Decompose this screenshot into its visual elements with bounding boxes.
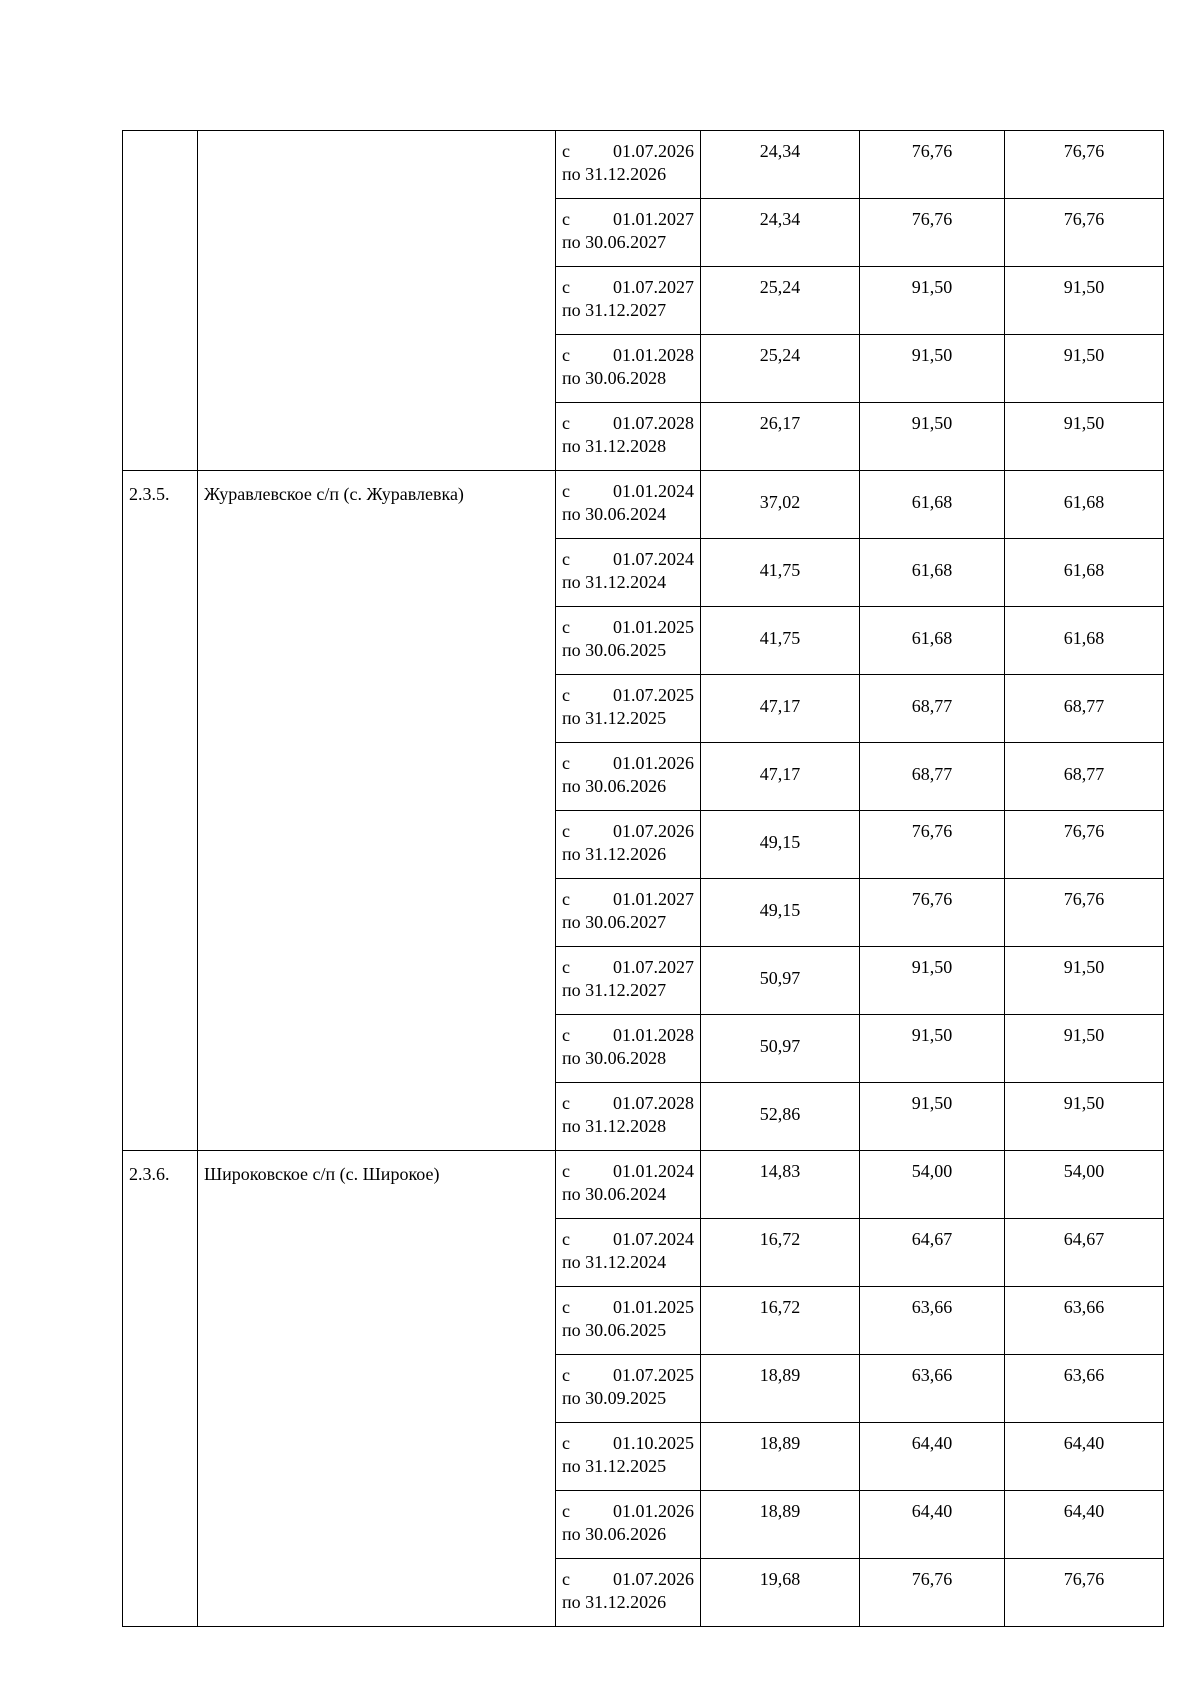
period-to-date: по 30.06.2024 [562, 504, 667, 524]
period-from-prefix: с [562, 481, 570, 501]
tariff-value: 18,89 [759, 1501, 801, 1521]
period-from-prefix: с [562, 345, 570, 365]
value-cell-2 [860, 1355, 1005, 1423]
period-from-date: 01.07.2027 [613, 957, 694, 977]
period-to-date: по 31.12.2026 [562, 844, 667, 864]
tariff-value: 26,17 [759, 413, 801, 433]
period-from-date: 01.07.2026 [613, 821, 694, 841]
tariff-value: 68,77 [911, 696, 953, 716]
tariff-value: 76,76 [911, 821, 953, 841]
tariff-value: 19,68 [759, 1569, 801, 1589]
period-to-date: по 31.12.2027 [562, 980, 667, 1000]
tariff-value: 76,76 [1063, 1569, 1105, 1589]
tariff-value: 61,68 [911, 492, 953, 512]
period-from-prefix: с [562, 141, 570, 161]
tariff-value: 91,50 [1063, 957, 1105, 977]
period-cell [556, 1219, 701, 1287]
tariff-value: 91,50 [911, 345, 953, 365]
period-from-date: 01.07.2025 [613, 1365, 694, 1385]
tariff-value: 76,76 [1063, 141, 1105, 161]
group-number-cell [123, 131, 198, 471]
tariff-value: 16,72 [759, 1229, 801, 1249]
tariff-value: 52,86 [759, 1104, 801, 1124]
tariff-value: 64,40 [911, 1501, 953, 1521]
value-cell-2 [860, 1219, 1005, 1287]
period-to-date: по 31.12.2024 [562, 572, 667, 592]
period-from-line [562, 1500, 694, 1523]
value-cell-3 [1005, 1559, 1164, 1627]
value-cell-1 [701, 1015, 860, 1083]
value-cell-2 [860, 267, 1005, 335]
tariff-value: 63,66 [911, 1365, 953, 1385]
value-cell-2 [860, 1083, 1005, 1151]
table-row [123, 131, 1164, 199]
value-cell-1 [701, 267, 860, 335]
period-to-date: по 30.06.2026 [562, 1524, 667, 1544]
value-cell-2 [860, 743, 1005, 811]
period-from-date: 01.01.2028 [613, 1025, 694, 1045]
period-cell [556, 1083, 701, 1151]
period-cell [556, 471, 701, 539]
value-cell-3 [1005, 1423, 1164, 1491]
value-cell-3 [1005, 1491, 1164, 1559]
value-cell-3 [1005, 879, 1164, 947]
value-cell-1 [701, 1219, 860, 1287]
tariff-value: 61,68 [1063, 560, 1105, 580]
tariff-value: 68,77 [1063, 696, 1105, 716]
value-cell-1 [701, 131, 860, 199]
period-from-line [562, 1024, 694, 1047]
tariff-value: 91,50 [911, 277, 953, 297]
period-from-date: 01.01.2025 [613, 617, 694, 637]
period-from-date: 01.01.2026 [613, 1501, 694, 1521]
group-number: 2.3.5. [129, 484, 170, 504]
value-cell-1 [701, 1287, 860, 1355]
tariff-value: 91,50 [1063, 277, 1105, 297]
value-cell-3 [1005, 335, 1164, 403]
period-from-date: 01.01.2024 [613, 1161, 694, 1181]
tariff-value: 91,50 [911, 1093, 953, 1113]
tariff-value: 61,68 [911, 628, 953, 648]
value-cell-3 [1005, 199, 1164, 267]
tariff-value: 91,50 [1063, 345, 1105, 365]
period-from-line [562, 956, 694, 979]
value-cell-1 [701, 471, 860, 539]
period-from-prefix: с [562, 753, 570, 773]
tariff-value: 18,89 [759, 1365, 801, 1385]
period-to-date: по 31.12.2028 [562, 436, 667, 456]
period-from-date: 01.01.2026 [613, 753, 694, 773]
value-cell-3 [1005, 1015, 1164, 1083]
value-cell-2 [860, 879, 1005, 947]
value-cell-2 [860, 403, 1005, 471]
period-to-date: по 30.06.2027 [562, 232, 667, 252]
period-from-prefix: с [562, 1297, 570, 1317]
tariff-value: 64,67 [911, 1229, 953, 1249]
period-from-prefix: с [562, 277, 570, 297]
tariff-value: 41,75 [759, 560, 801, 580]
period-from-line [562, 412, 694, 435]
value-cell-3 [1005, 675, 1164, 743]
tariff-value: 37,02 [759, 492, 801, 512]
period-from-prefix: с [562, 617, 570, 637]
value-cell-2 [860, 1287, 1005, 1355]
tariff-value: 63,66 [911, 1297, 953, 1317]
period-from-date: 01.07.2028 [613, 413, 694, 433]
value-cell-1 [701, 1151, 860, 1219]
value-cell-1 [701, 1559, 860, 1627]
value-cell-2 [860, 675, 1005, 743]
period-from-prefix: с [562, 889, 570, 909]
period-to-date: по 30.06.2028 [562, 1048, 667, 1068]
value-cell-3 [1005, 539, 1164, 607]
tariff-value: 91,50 [911, 1025, 953, 1045]
tariff-value: 91,50 [1063, 1093, 1105, 1113]
tariff-value: 61,68 [911, 560, 953, 580]
group-number: 2.3.6. [129, 1164, 170, 1184]
period-cell [556, 539, 701, 607]
period-cell [556, 267, 701, 335]
value-cell-2 [860, 471, 1005, 539]
tariff-value: 24,34 [759, 209, 801, 229]
period-cell [556, 131, 701, 199]
tariff-value: 91,50 [1063, 1025, 1105, 1045]
tariff-value: 25,24 [759, 345, 801, 365]
value-cell-3 [1005, 1151, 1164, 1219]
tariff-value: 76,76 [1063, 209, 1105, 229]
value-cell-2 [860, 607, 1005, 675]
period-from-line [562, 140, 694, 163]
period-from-line [562, 752, 694, 775]
period-from-line [562, 208, 694, 231]
period-from-prefix: с [562, 1501, 570, 1521]
period-cell [556, 607, 701, 675]
value-cell-2 [860, 1423, 1005, 1491]
period-from-date: 01.07.2024 [613, 549, 694, 569]
group-name-cell [198, 1151, 556, 1627]
group-name: Широковское с/п (с. Широкое) [204, 1164, 440, 1184]
value-cell-3 [1005, 1219, 1164, 1287]
period-to-date: по 30.06.2025 [562, 640, 667, 660]
period-to-date: по 30.06.2025 [562, 1320, 667, 1340]
period-to-date: по 31.12.2024 [562, 1252, 667, 1272]
tariff-value: 76,76 [911, 141, 953, 161]
value-cell-3 [1005, 947, 1164, 1015]
tariff-value: 50,97 [759, 1036, 801, 1056]
period-cell [556, 1151, 701, 1219]
tariff-value: 61,68 [1063, 628, 1105, 648]
value-cell-3 [1005, 607, 1164, 675]
tariff-table-body [123, 131, 1164, 1627]
period-from-date: 01.01.2027 [613, 889, 694, 909]
period-cell [556, 335, 701, 403]
value-cell-1 [701, 403, 860, 471]
tariff-value: 64,40 [1063, 1501, 1105, 1521]
value-cell-3 [1005, 743, 1164, 811]
period-to-date: по 31.12.2025 [562, 1456, 667, 1476]
period-from-prefix: с [562, 685, 570, 705]
tariff-value: 49,15 [759, 832, 801, 852]
period-from-line [562, 1228, 694, 1251]
period-cell [556, 743, 701, 811]
value-cell-1 [701, 199, 860, 267]
tariff-value: 24,34 [759, 141, 801, 161]
group-name: Журавлевское с/п (с. Журавлевка) [204, 484, 464, 504]
period-to-date: по 30.06.2027 [562, 912, 667, 932]
period-cell [556, 403, 701, 471]
period-from-line [562, 276, 694, 299]
group-number-cell [123, 471, 198, 1151]
period-to-date: по 30.06.2026 [562, 776, 667, 796]
tariff-value: 41,75 [759, 628, 801, 648]
tariff-value: 54,00 [1063, 1161, 1105, 1181]
tariff-value: 63,66 [1063, 1297, 1105, 1317]
period-to-date: по 30.06.2028 [562, 368, 667, 388]
tariff-value: 47,17 [759, 696, 801, 716]
tariff-value: 18,89 [759, 1433, 801, 1453]
value-cell-1 [701, 743, 860, 811]
period-from-date: 01.01.2028 [613, 345, 694, 365]
period-to-date: по 31.12.2026 [562, 1592, 667, 1612]
period-from-line [562, 1296, 694, 1319]
tariff-value: 68,77 [1063, 764, 1105, 784]
tariff-value: 68,77 [911, 764, 953, 784]
value-cell-1 [701, 1423, 860, 1491]
period-from-prefix: с [562, 957, 570, 977]
tariff-value: 76,76 [911, 889, 953, 909]
period-cell [556, 199, 701, 267]
tariff-value: 91,50 [911, 957, 953, 977]
period-cell [556, 1491, 701, 1559]
period-from-line [562, 820, 694, 843]
period-from-date: 01.01.2027 [613, 209, 694, 229]
period-to-date: по 31.12.2025 [562, 708, 667, 728]
period-from-date: 01.01.2024 [613, 481, 694, 501]
period-from-line [562, 548, 694, 571]
period-cell [556, 1423, 701, 1491]
tariff-value: 63,66 [1063, 1365, 1105, 1385]
period-from-prefix: с [562, 1365, 570, 1385]
value-cell-2 [860, 1491, 1005, 1559]
tariff-value: 54,00 [911, 1161, 953, 1181]
period-from-date: 01.07.2027 [613, 277, 694, 297]
period-cell [556, 1355, 701, 1423]
period-cell [556, 1287, 701, 1355]
period-from-date: 01.07.2024 [613, 1229, 694, 1249]
tariff-value: 50,97 [759, 968, 801, 988]
tariff-value: 61,68 [1063, 492, 1105, 512]
tariff-value: 76,76 [1063, 821, 1105, 841]
value-cell-3 [1005, 471, 1164, 539]
period-cell [556, 1015, 701, 1083]
period-to-date: по 31.12.2028 [562, 1116, 667, 1136]
period-cell [556, 879, 701, 947]
value-cell-3 [1005, 267, 1164, 335]
table-row [123, 471, 1164, 539]
period-cell [556, 947, 701, 1015]
period-from-line [562, 1432, 694, 1455]
period-from-line [562, 888, 694, 911]
period-from-prefix: с [562, 1569, 570, 1589]
value-cell-2 [860, 539, 1005, 607]
value-cell-1 [701, 539, 860, 607]
value-cell-1 [701, 811, 860, 879]
value-cell-2 [860, 1151, 1005, 1219]
period-from-line [562, 684, 694, 707]
period-cell [556, 675, 701, 743]
period-from-date: 01.07.2028 [613, 1093, 694, 1113]
period-from-date: 01.01.2025 [613, 1297, 694, 1317]
period-from-prefix: с [562, 1229, 570, 1249]
table-row [123, 1151, 1164, 1219]
period-from-date: 01.10.2025 [613, 1433, 694, 1453]
value-cell-2 [860, 335, 1005, 403]
value-cell-3 [1005, 1287, 1164, 1355]
group-number-cell [123, 1151, 198, 1627]
value-cell-2 [860, 1559, 1005, 1627]
period-from-line [562, 480, 694, 503]
tariff-value: 16,72 [759, 1297, 801, 1317]
tariff-value: 76,76 [1063, 889, 1105, 909]
value-cell-2 [860, 131, 1005, 199]
period-to-date: по 30.06.2024 [562, 1184, 667, 1204]
period-from-line [562, 1568, 694, 1591]
tariff-value: 49,15 [759, 900, 801, 920]
period-from-date: 01.07.2025 [613, 685, 694, 705]
value-cell-1 [701, 607, 860, 675]
period-from-prefix: с [562, 413, 570, 433]
period-to-date: по 31.12.2026 [562, 164, 667, 184]
tariff-value: 25,24 [759, 277, 801, 297]
value-cell-2 [860, 811, 1005, 879]
value-cell-1 [701, 1083, 860, 1151]
value-cell-2 [860, 199, 1005, 267]
group-name-cell [198, 471, 556, 1151]
value-cell-3 [1005, 403, 1164, 471]
period-from-line [562, 1364, 694, 1387]
tariff-value: 64,67 [1063, 1229, 1105, 1249]
tariff-table [122, 130, 1164, 1627]
tariff-value: 91,50 [1063, 413, 1105, 433]
value-cell-2 [860, 1015, 1005, 1083]
value-cell-1 [701, 675, 860, 743]
value-cell-1 [701, 335, 860, 403]
value-cell-1 [701, 879, 860, 947]
value-cell-1 [701, 947, 860, 1015]
period-from-line [562, 344, 694, 367]
value-cell-3 [1005, 1083, 1164, 1151]
period-from-prefix: с [562, 1093, 570, 1113]
period-from-date: 01.07.2026 [613, 1569, 694, 1589]
period-from-date: 01.07.2026 [613, 141, 694, 161]
tariff-value: 76,76 [911, 209, 953, 229]
period-from-prefix: с [562, 1161, 570, 1181]
tariff-value: 91,50 [911, 413, 953, 433]
value-cell-1 [701, 1491, 860, 1559]
period-from-prefix: с [562, 1433, 570, 1453]
value-cell-2 [860, 947, 1005, 1015]
value-cell-3 [1005, 131, 1164, 199]
tariff-value: 64,40 [911, 1433, 953, 1453]
period-from-line [562, 616, 694, 639]
value-cell-3 [1005, 811, 1164, 879]
value-cell-1 [701, 1355, 860, 1423]
period-from-line [562, 1092, 694, 1115]
value-cell-3 [1005, 1355, 1164, 1423]
period-cell [556, 1559, 701, 1627]
tariff-value: 47,17 [759, 764, 801, 784]
period-from-prefix: с [562, 209, 570, 229]
group-name-cell [198, 131, 556, 471]
period-from-line [562, 1160, 694, 1183]
period-from-prefix: с [562, 549, 570, 569]
tariff-value: 76,76 [911, 1569, 953, 1589]
period-to-date: по 30.09.2025 [562, 1388, 667, 1408]
period-from-prefix: с [562, 821, 570, 841]
tariff-value: 64,40 [1063, 1433, 1105, 1453]
period-from-prefix: с [562, 1025, 570, 1045]
period-to-date: по 31.12.2027 [562, 300, 667, 320]
period-cell [556, 811, 701, 879]
tariff-value: 14,83 [759, 1161, 801, 1181]
